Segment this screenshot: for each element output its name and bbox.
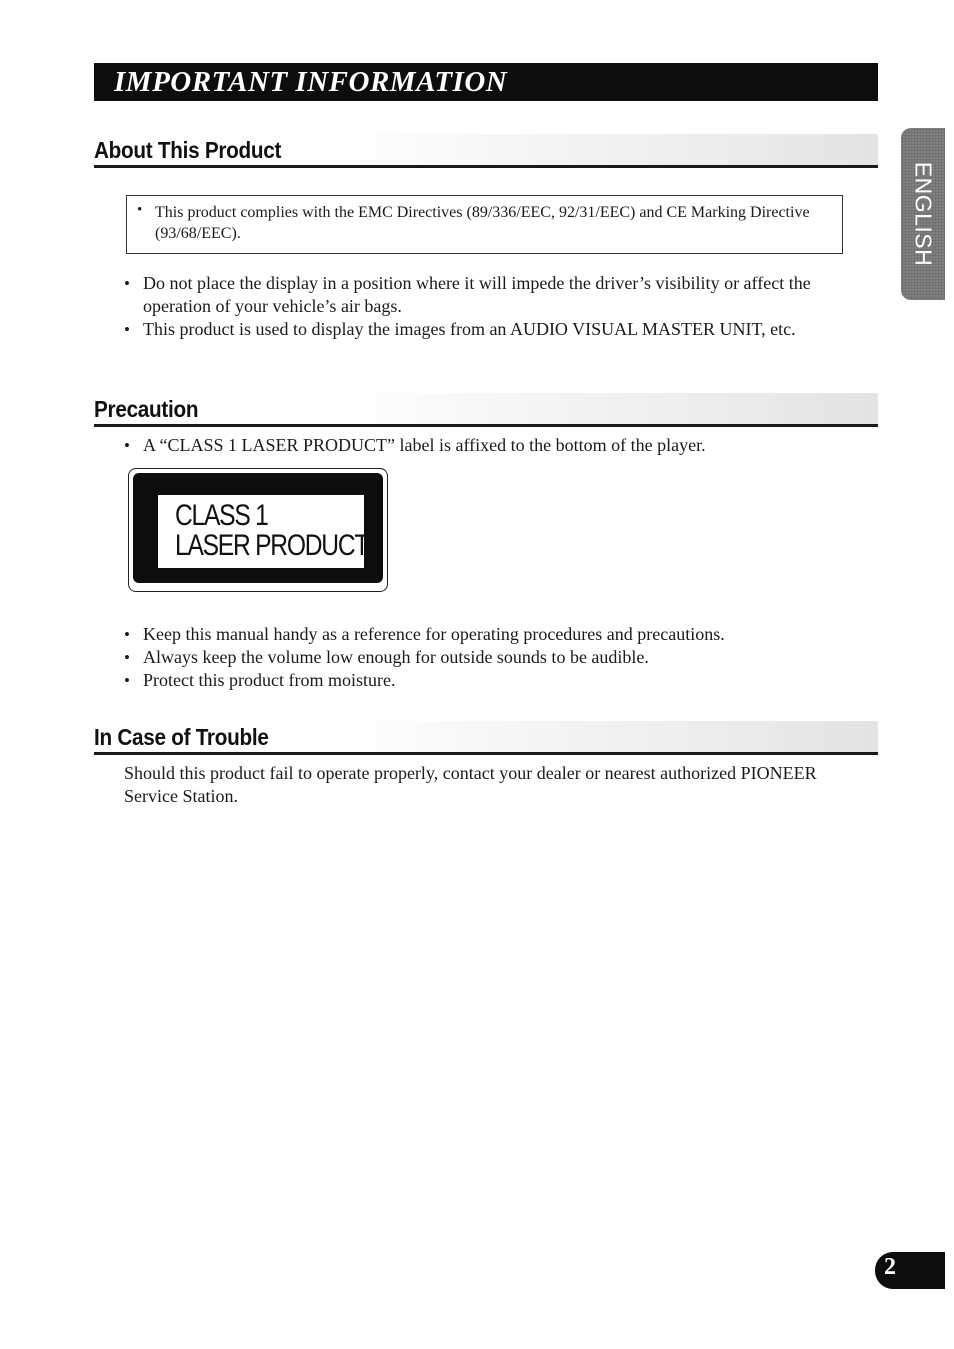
list-item-text: A “CLASS 1 LASER PRODUCT” label is affixed to the bottom of the player. — [143, 435, 706, 455]
list-item — [124, 272, 844, 318]
compliance-note-text: This product complies with the EMC Directives (89/336/EEC, 92/31/EEC) and CE Marking Directive (93/68/EEC). — [155, 204, 810, 242]
bullet-glyph: • — [124, 320, 130, 339]
bullet-glyph: • — [124, 648, 130, 667]
laser-product-label — [128, 468, 388, 592]
list-item — [124, 623, 844, 646]
laser-label-line2: LASER PRODUCT — [175, 529, 369, 562]
compliance-note-box — [126, 195, 843, 254]
section-heading-trouble-text: In Case of Trouble — [94, 724, 269, 750]
list-item-text: Do not place the display in a position where it will impede the driver’s visibility or affect the operation of your vehicle’s air bags. — [143, 273, 811, 316]
precaution-bullet-list-bottom — [124, 623, 844, 692]
page-number-badge — [875, 1252, 945, 1289]
list-item-text: Keep this manual handy as a reference for operating procedures and precautions. — [143, 624, 725, 644]
bullet-glyph: • — [124, 274, 130, 293]
page-number: 2 — [884, 1254, 896, 1280]
laser-label-frame — [133, 473, 383, 583]
section-heading-about — [94, 134, 878, 168]
bullet-glyph: • — [137, 202, 143, 218]
list-item — [124, 318, 844, 341]
trouble-paragraph: Should this product fail to operate properly, contact your dealer or nearest authorized PIONEER Service Station. — [124, 763, 817, 806]
bullet-glyph: • — [124, 671, 130, 690]
section-heading-precaution — [94, 393, 878, 427]
language-tab-label: ENGLISH — [910, 161, 937, 267]
about-bullet-list — [124, 272, 844, 341]
list-item — [124, 669, 844, 692]
laser-label-line1: CLASS 1 — [175, 499, 268, 532]
list-item — [124, 434, 844, 457]
page-title: IMPORTANT INFORMATION — [94, 63, 878, 101]
section-heading-precaution-text: Precaution — [94, 396, 199, 422]
section-heading-about-text: About This Product — [94, 137, 282, 163]
language-tab — [901, 128, 945, 300]
laser-label-text-area — [158, 495, 369, 568]
precaution-bullet-list-top — [124, 434, 844, 457]
bullet-glyph: • — [124, 436, 130, 455]
list-item-text: This product is used to display the images from an AUDIO VISUAL MASTER UNIT, etc. — [143, 319, 796, 339]
list-item-text: Protect this product from moisture. — [143, 670, 396, 690]
list-item-text: Always keep the volume low enough for outside sounds to be audible. — [143, 647, 649, 667]
list-item — [124, 646, 844, 669]
bullet-glyph: • — [124, 625, 130, 644]
section-heading-trouble — [94, 721, 878, 755]
